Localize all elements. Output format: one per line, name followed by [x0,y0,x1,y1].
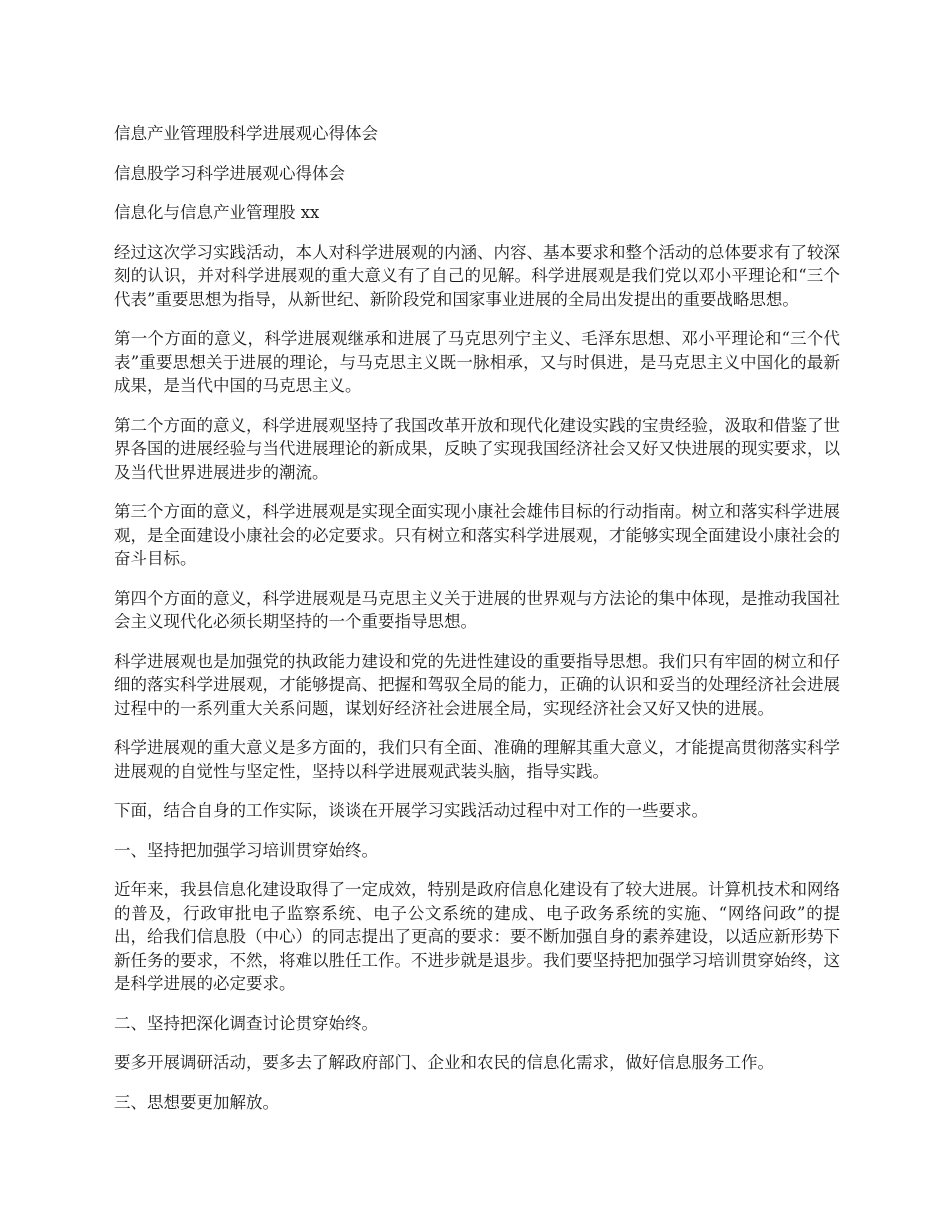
paragraph-significance-2: 第二个方面的意义，科学进展观坚持了我国改革开放和现代化建设实践的宝贵经验，汲取和借鉴了世界各国的进展经验与当代进展理论的新成果，反映了实现我国经济社会又好又快进展的现实要求，以及当代世界进展进步的潮流。 [114,415,840,482]
document-subtitle: 信息股学习科学进展观心得体会 [114,163,345,183]
document-page [114,122,840,1130]
paragraph-intro: 经过这次学习实践活动，本人对科学进展观的内涵、内容、基本要求和整个活动的总体要求有了较深刻的认识，并对科学进展观的重大意义有了自己的见解。科学进展观是我们党以邓小平理论和“三个代表”重要思想为指导，从新世纪、新阶段党和国家事业进展的全局出发提出的重要战略思想。 [114,242,840,309]
paragraph-significance-4: 第四个方面的意义，科学进展观是马克思主义关于进展的世界观与方法论的集中体现，是推动我国社会主义现代化必须长期坚持的一个重要指导思想。 [114,588,840,631]
paragraph-summary: 科学进展观的重大意义是多方面的，我们只有全面、准确的理解其重大意义，才能提高贯彻落实科学进展观的自觉性与坚定性，坚持以科学进展观武装头脑，指导实践。 [114,738,840,781]
section-heading-2: 二、坚持把深化调查讨论贯穿始终。 [114,1013,378,1033]
section-heading-1: 一、坚持把加强学习培训贯穿始终。 [114,840,378,860]
section-heading-3: 三、思想要更加解放。 [114,1092,279,1112]
paragraph-significance-1: 第一个方面的意义，科学进展观继承和进展了马克思列宁主义、毛泽东思想、邓小平理论和“三个代表”重要思想关于进展的理论，与马克思主义既一脉相承，又与时俱进，是马克思主义中国化的最新成果，是当代中国的马克思主义。 [114,329,840,395]
paragraph-party-building: 科学进展观也是加强党的执政能力建设和党的先进性建设的重要指导思想。我们只有牢固的树立和仔细的落实科学进展观，才能够提高、把握和驾驭全局的能力，正确的认识和妥当的处理经济社会进展过程中的一系列重大关系问题，谋划好经济社会进展全局，实现经济社会又好又快的进展。 [114,651,840,718]
paragraph-section-2: 要多开展调研活动，要多去了解政府部门、企业和农民的信息化需求，做好信息服务工作。 [114,1053,774,1072]
paragraph-transition: 下面，结合自身的工作实际，谈谈在开展学习实践活动过程中对工作的一些要求。 [114,801,708,820]
author-line: 信息化与信息产业管理股 xx [114,203,320,222]
document-title: 信息产业管理股科学进展观心得体会 [114,124,378,143]
paragraph-section-1: 近年来，我县信息化建设取得了一定成效，特别是政府信息化建设有了较大进展。计算机技术和网络的普及，行政审批电子监察系统、电子公文系统的建成、电子政务系统的实施、“网络问政”的提出，给我们信息股（中心）的同志提出了更高的要求：要不断加强自身的素养建设，以适应新形势下新任务的要求，不然，将难以胜任工作。不进步就是退步。我们要坚持把加强学习培训贯穿始终，这是科学进展的必定要求。 [114,880,840,993]
paragraph-significance-3: 第三个方面的意义，科学进展观是实现全面实现小康社会雄伟目标的行动指南。树立和落实科学进展观，是全面建设小康社会的必定要求。只有树立和落实科学进展观，才能够实现全面建设小康社会的奋斗目标。 [114,502,840,568]
